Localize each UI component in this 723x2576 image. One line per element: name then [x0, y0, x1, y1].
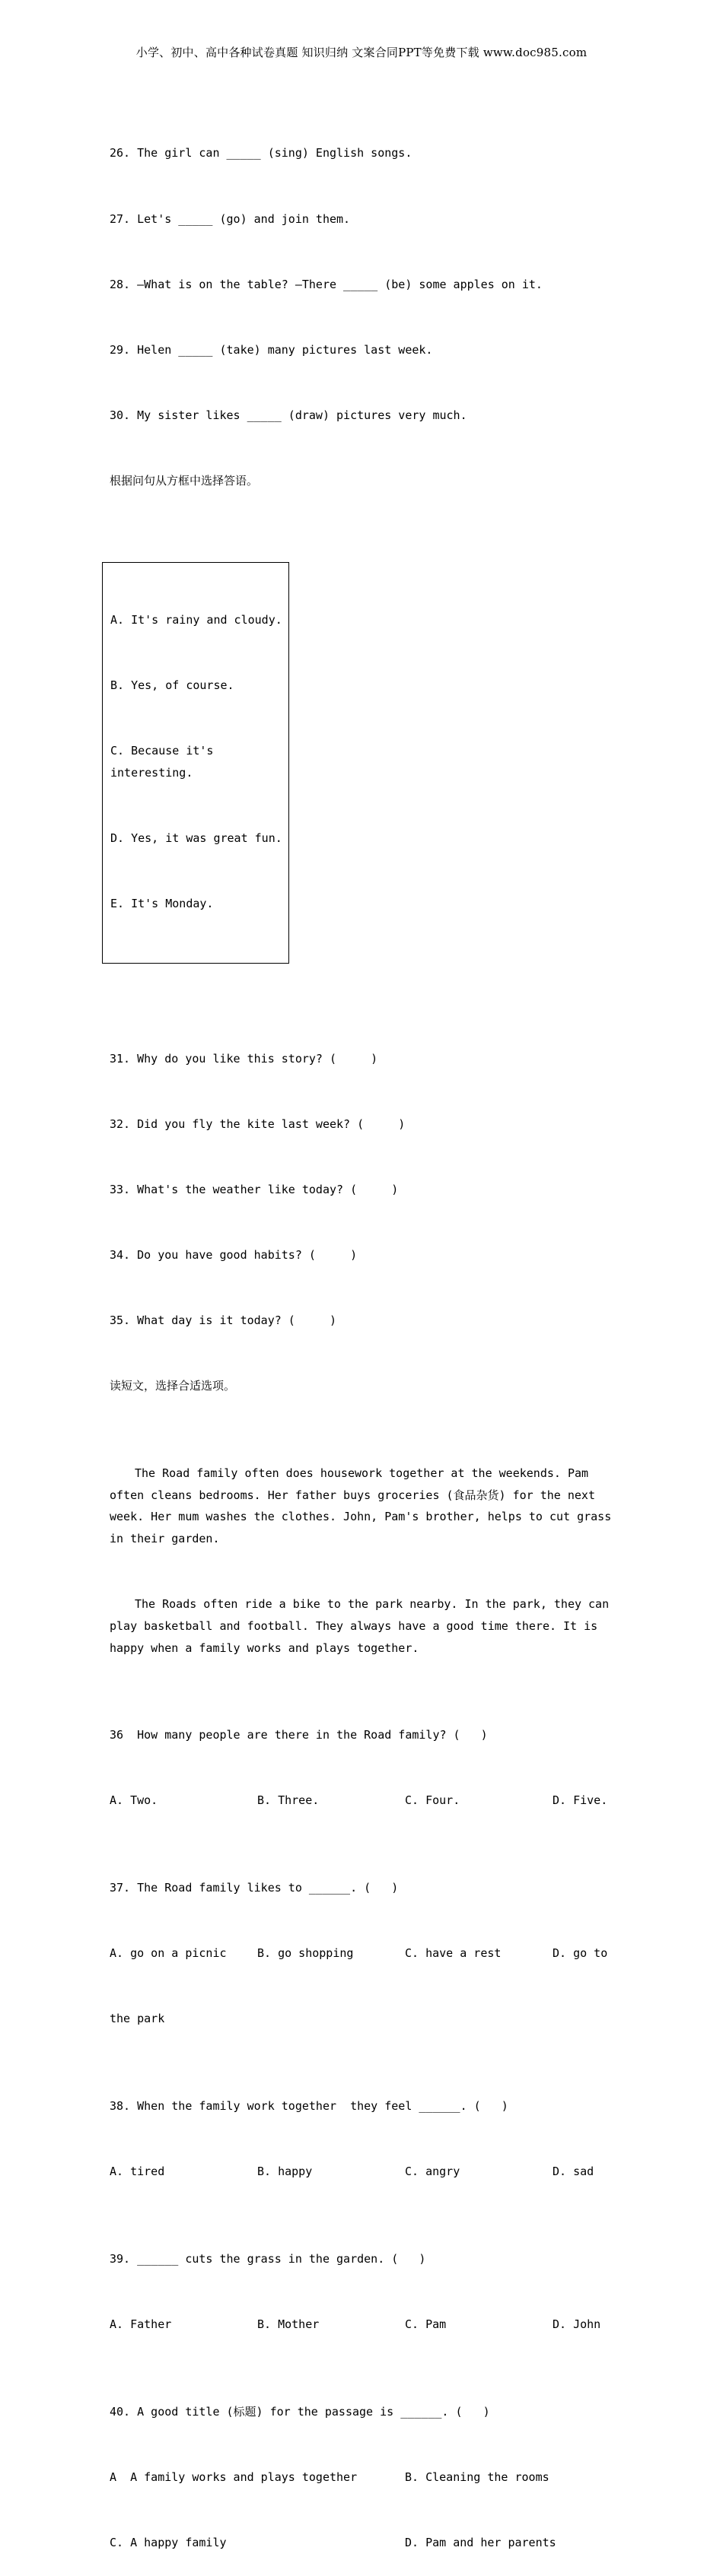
box-option-a: A. It's rainy and cloudy.	[110, 613, 282, 627]
option-a: A. Two.	[110, 1793, 158, 1808]
option-a: A. tired	[110, 2165, 165, 2179]
question-29: 29. Helen _____ (take) many pictures last week.	[110, 342, 433, 357]
option-c: C. Pam	[405, 2317, 447, 2332]
option-a: A. Father	[110, 2317, 172, 2332]
option-b: B. Mother	[257, 2317, 320, 2332]
section-title-reading: 读短文，选择合适选项。	[110, 1379, 236, 1393]
question-36-options	[110, 1790, 619, 1812]
option-c: C. A happy family	[110, 2536, 227, 2550]
option-d: D. John	[553, 2317, 601, 2332]
question-35: 35. What day is it today? ( )	[110, 1313, 337, 1327]
option-c: C. angry	[405, 2165, 460, 2179]
box-option-d: D. Yes, it was great fun.	[110, 831, 282, 846]
question-26: 26. The girl can _____ (sing) English songs.	[110, 146, 412, 160]
question-27: 27. Let's _____ (go) and join them.	[110, 211, 351, 226]
box-option-e: E. It's Monday.	[110, 897, 214, 911]
option-d: D. sad	[553, 2165, 594, 2179]
option-c: C. have a rest	[405, 1946, 502, 1961]
option-b: B. go shopping	[257, 1946, 354, 1961]
option-b: B. happy	[257, 2165, 313, 2179]
passage-paragraph-2: The Roads often ride a bike to the park nearby. In the park, they can play basketball and football. They always have a good time there. It is happy when a family works and plays together.	[110, 1597, 610, 1655]
question-38-options	[110, 2161, 619, 2183]
option-a: A A family works and plays together	[110, 2470, 358, 2485]
option-b: B. Three.	[257, 1793, 320, 1808]
option-d: D. Pam and her parents	[405, 2536, 556, 2550]
question-31: 31. Why do you like this story? ( )	[110, 1051, 378, 1066]
question-39: 39. ______ cuts the grass in the garden. ( )	[110, 2252, 426, 2266]
question-33: 33. What's the weather like today? ( )	[110, 1182, 399, 1196]
page-header: 小学、初中、高中各种试卷真题 知识归纳 文案合同PPT等免费下载 www.doc985.com	[135, 46, 588, 59]
answer-options-box	[102, 562, 289, 964]
question-32: 32. Did you fly the kite last week? ( )	[110, 1116, 406, 1131]
question-40: 40. A good title (标题) for the passage is ______. ( )	[110, 2405, 490, 2419]
question-38: 38. When the family work together they feel ______. ( )	[110, 2099, 508, 2114]
question-36: 36 How many people are there in the Road family? ( )	[110, 1728, 488, 1742]
option-d: D. go to	[553, 1946, 608, 1961]
question-37-options	[110, 1942, 619, 1965]
question-40-options-row-2	[110, 2532, 619, 2554]
question-40-options-row-1	[110, 2466, 619, 2489]
question-39-options	[110, 2314, 619, 2336]
option-a: A. go on a picnic	[110, 1946, 227, 1961]
question-30: 30. My sister likes _____ (draw) pictures very much.	[110, 408, 467, 422]
option-d-continuation: the park	[110, 2012, 165, 2026]
box-option-b: B. Yes, of course.	[110, 678, 234, 693]
passage-paragraph-1: The Road family often does housework together at the weekends. Pam often cleans bedrooms. Her father buys groceries (食品杂货) for the next week. Her mum washes the clothes. John, Pam's brother, helps to cut grass in their garden.	[110, 1466, 612, 1545]
option-c: C. Four.	[405, 1793, 460, 1808]
worksheet-body	[110, 99, 619, 2576]
question-37: 37. The Road family likes to ______. ( )	[110, 1881, 399, 1895]
section-title-matching: 根据问句从方框中选择答语。	[110, 473, 259, 488]
option-b: B. Cleaning the rooms	[405, 2470, 549, 2485]
box-option-c: C. Because it's interesting.	[110, 744, 214, 780]
question-34: 34. Do you have good habits? ( )	[110, 1247, 358, 1262]
option-d: D. Five.	[553, 1793, 608, 1808]
question-28: 28. —What is on the table? —There _____ (be) some apples on it.	[110, 277, 543, 291]
